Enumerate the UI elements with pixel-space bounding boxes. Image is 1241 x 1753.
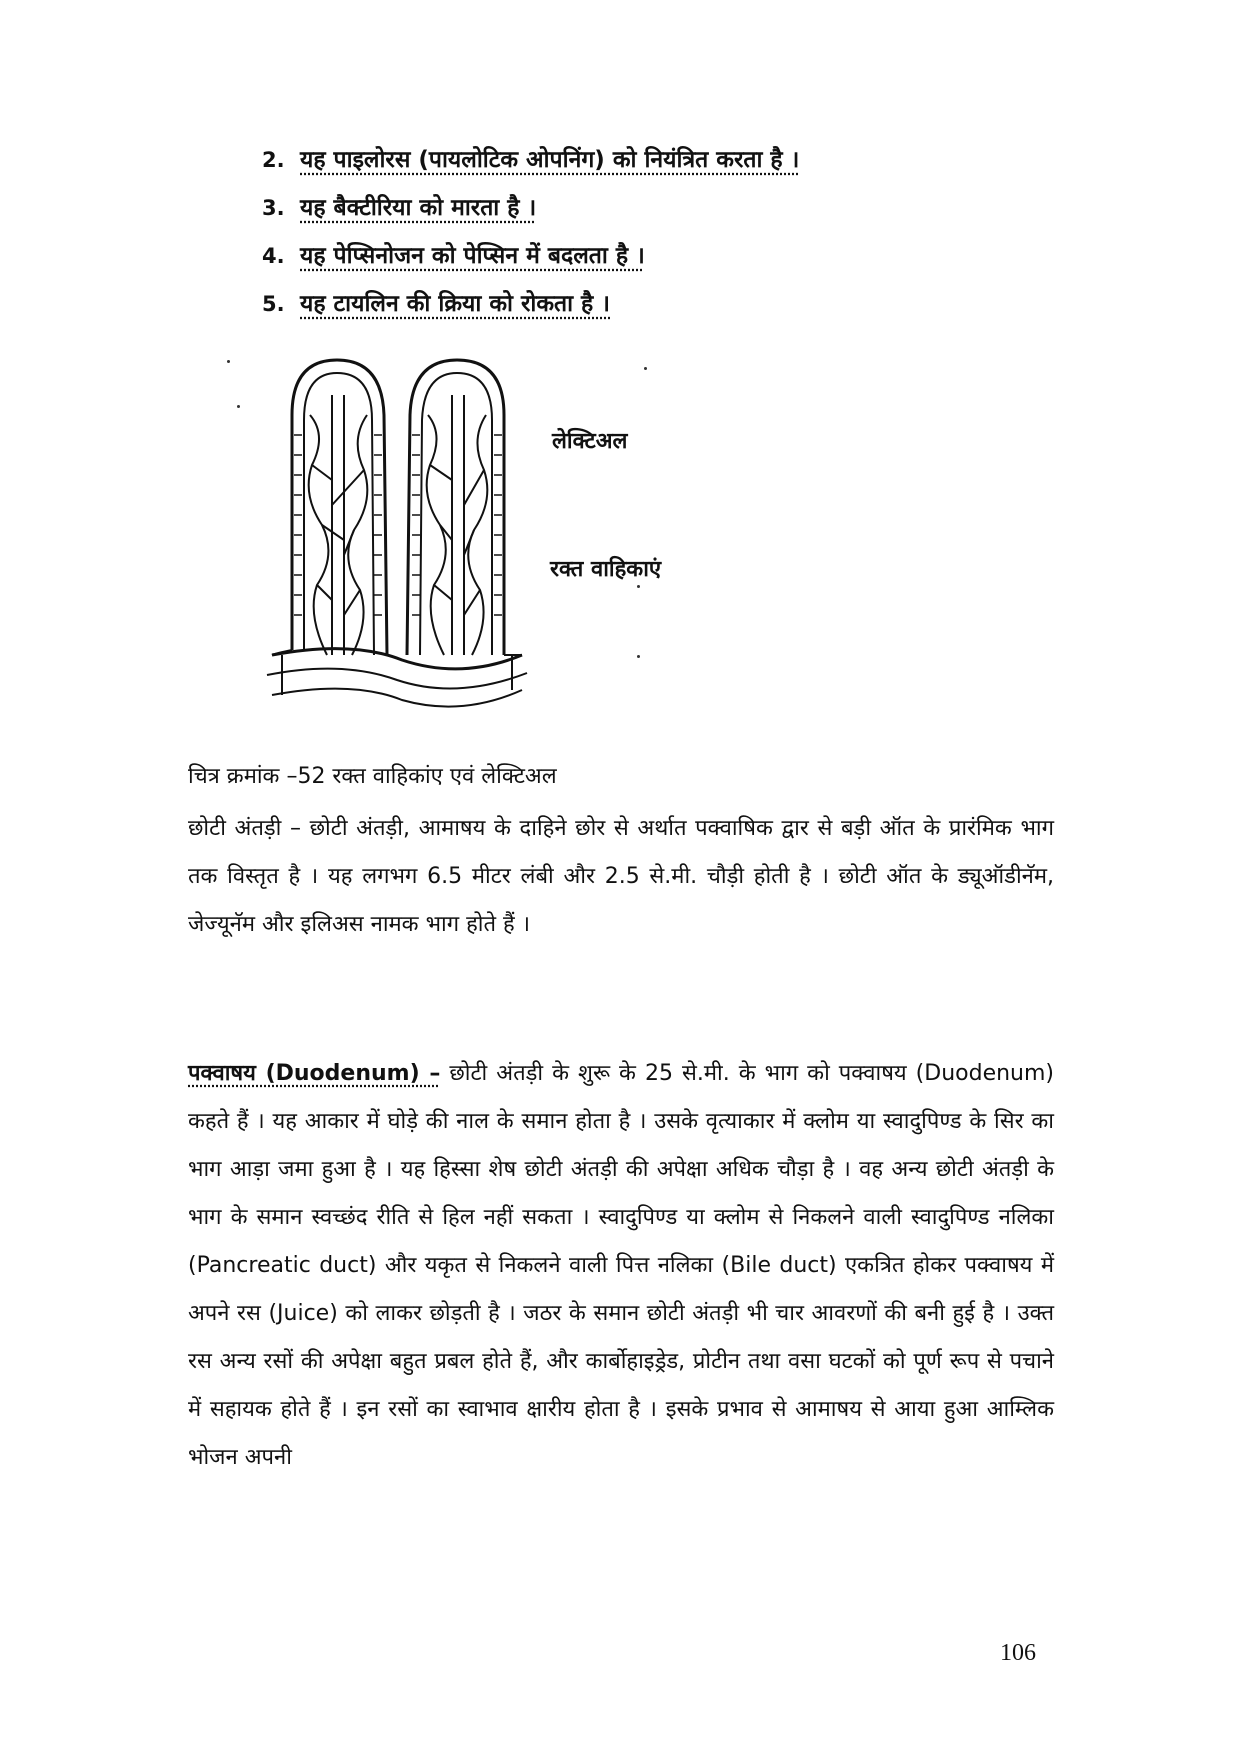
speck [237,405,240,408]
villi-illustration [232,355,562,745]
numbered-list [262,136,1022,328]
list-item [262,136,1022,184]
list-text: यह टायलिन की क्रिया को रोकता है । [300,291,610,317]
speck [637,655,640,658]
paragraph-duodenum [188,1050,1054,1482]
paragraph-body: छोटी अंतड़ी के शुरू के 25 से.मी. के भाग को पक्वाषय (Duodenum) कहते हैं । यह आकार में घोड़े की नाल के समान होता है । उसके वृत्याकार में क्लोम या स्वादुपिण्ड के सिर का भाग आड़ा जमा हुआ है । यह हिस्सा शेष छोटी अंतड़ी की अपेक्षा अधिक चौड़ा है । वह अन्य छोटी अंतड़ी के भाग के समान स्वच्छंद रीति से हिल नहीं सकता । स्वादुपिण्ड या क्लोम से निकलने वाली स्वादुपिण्ड नलिका (Pancreatic duct) और यकृत से निकलने वाली पित्त नलिका (Bile duct) एकत्रित होकर पक्वाषय में अपने रस (Juice) को लाकर छोड़ती है । जठर के समान छोटी अंतड़ी भी चार आवरणों की बनी हुई है । उक्त रस अन्य रसों की अपेक्षा बहुत प्रबल होते हैं, और कार्बोहाइड्रेड, प्रोटीन तथा वसा घटकों को पूर्ण रूप से पचाने में सहायक होते हैं । इन रसों का स्वाभाव क्षारीय होता है । इसके प्रभाव से आमाषय से आया हुआ आम्लिक भोजन अपनी [188,1061,1055,1470]
list-item [262,280,1022,328]
label-blood-vessels: रक्त वाहिकाएं [550,557,662,582]
speck [637,585,640,588]
list-number: 4. [262,244,285,268]
list-number: 2. [262,148,285,172]
list-text: यह पाइलोरस (पायलोटिक ओपनिंग) को नियंत्रित करता है । [300,147,800,173]
list-item [262,184,1022,232]
figure-caption: चित्र क्रमांक –52 रक्त वाहिकांए एवं लेक्टिअल [188,764,557,789]
speck [227,360,230,363]
list-number: 5. [262,292,285,316]
list-text: यह बैक्टीरिया को मारता है । [300,195,537,221]
page-number: 106 [1000,1640,1036,1666]
list-text: यह पेप्सिनोजन को पेप्सिन में बदलता है । [300,243,645,269]
label-lacteal: लेक्टिअल [552,429,628,454]
list-item [262,232,1022,280]
paragraph-small-intestine: छोटी अंतड़ी – छोटी अंतड़ी, आमाषय के दाहिने छोर से अर्थात पक्वाषिक द्वार से बड़ी ऑत के प्रारंमिक भाग तक विस्तृत है । यह लगभग 6.5 मीटर लंबी और 2.5 से.मी. चौड़ी होती है । छोटी ऑत के ड्यूऑडीनॅम, जेज्यूनॅम और इलिअस नामक भाग होते हैं । [188,816,1054,937]
list-number: 3. [262,196,285,220]
speck [644,367,647,370]
villi-figure [232,355,742,745]
section-heading: पक्वाषय (Duodenum) – [188,1061,441,1086]
